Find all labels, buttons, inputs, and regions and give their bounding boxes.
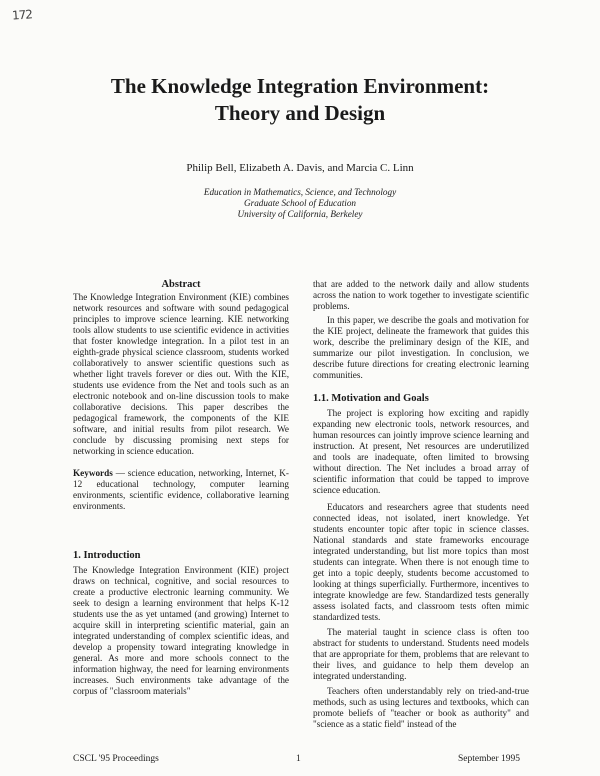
affiliation-line: Education in Mathematics, Science, and Technology [203,187,397,197]
left-column [73,279,289,697]
affiliation-line: Graduate School of Education [243,198,357,208]
keywords-label: Keywords [73,468,113,478]
paragraph: In this paper, we describe the goals and motivation for the KIE project, delineate the framework that guides this work, describe the preliminary design of the KIE, and summarize our pilot investigation. In conclusion, we describe future directions for creating electronic learning communities. [313,315,529,380]
handwritten-page-number: 172 [11,7,33,23]
affiliation-line: University of California, Berkeley [237,209,363,219]
author-list: Philip Bell, Elizabeth A. Davis, and Marcia C. Linn [186,162,414,174]
affiliation [160,187,440,220]
intro-text: The Knowledge Integration Environment (KIE) project draws on technical, cognitive, and social resources to create a productive electronic learning community. We seek to design a learning environment that helps K-12 students use the as yet untamed (and growing) Internet to acquire skill in interpreting scientific material, gain an integrated understanding of complex scientific ideas, and develop a propensity toward integrating knowledge in general. As more and more schools connect to the information highway, the need for learning environments increases. Such environments take advantage of the corpus of "classroom materials" [73,565,289,696]
paragraph: that are added to the network daily and allow students across the nation to work together to investigate scientific problems. [313,279,529,311]
paragraph: Teachers often understandably rely on tried-and-true methods, such as using lectures and textbooks, which can promote beliefs of "teacher or book as authority" and "science as a static field" instead of the [313,686,529,729]
paragraph: The project is exploring how exciting and rapidly expanding new electronic tools, network resources, and human resources can jointly improve science learning and instruction. At present, Net resources are underutilized and tools are inadequate, often limited to browsing without direction. The Net includes a broad array of scientific information that could be tapped to improve science education. [313,408,529,495]
title-line-2: Theory and Design [214,101,386,125]
title-line-1: The Knowledge Integration Environment: [110,74,490,98]
footer-proceedings: CSCL '95 Proceedings [73,754,159,764]
section-heading: 1.1. Motivation and Goals [313,393,429,404]
abstract-heading: Abstract [161,279,201,290]
keywords [73,468,289,512]
right-column [313,279,529,730]
keywords-text: — science education, networking, Internet, K-12 educational technology, computer learning environments, scientific evidence, collaborative learning environments. [73,468,289,511]
abstract-text: The Knowledge Integration Environment (KIE) combines network resources and software with sound pedagogical principles to improve science learning. KIE networking tools allow students to use scientific evidence in activities that foster knowledge integration. In a pilot test in an eighth-grade physical science classroom, students worked collaboratively to answer scientific questions such as whether light travels forever or dies out. With the KIE, students use evidence from the Net and tools such as an electronic notebook and on-line discussion tools to make collaborative decisions. This paper describes the pedagogical framework, the components of the KIE software, and initial results from pilot research. We conclude by discussing promising next steps for networking in science education. [73,292,289,456]
paragraph: Educators and researchers agree that students need connected ideas, not isolated, inert knowledge. Yet students encounter topic after topic in science classes. National standards and state frameworks encourage integrated understanding, but list more topics than most students can integrate. When there is not enough time to get into a topic deeply, students become accustomed to looking at things superficially. Furthermore, incentives to integrate knowledge are few. Standardized tests generally assess isolated facts, and classroom tests often mimic standardized tests. [313,502,529,622]
footer-date: September 1995 [458,754,521,764]
footer-page-number: 1 [296,754,301,764]
paper-title [0,73,600,127]
paragraph: The material taught in science class is often too abstract for students to understand. Students need models that are appropriate for them, problems that are relevant to their lives, and guidance to help them develop an integrated understanding. [313,627,529,681]
intro-heading: 1. Introduction [73,550,141,561]
